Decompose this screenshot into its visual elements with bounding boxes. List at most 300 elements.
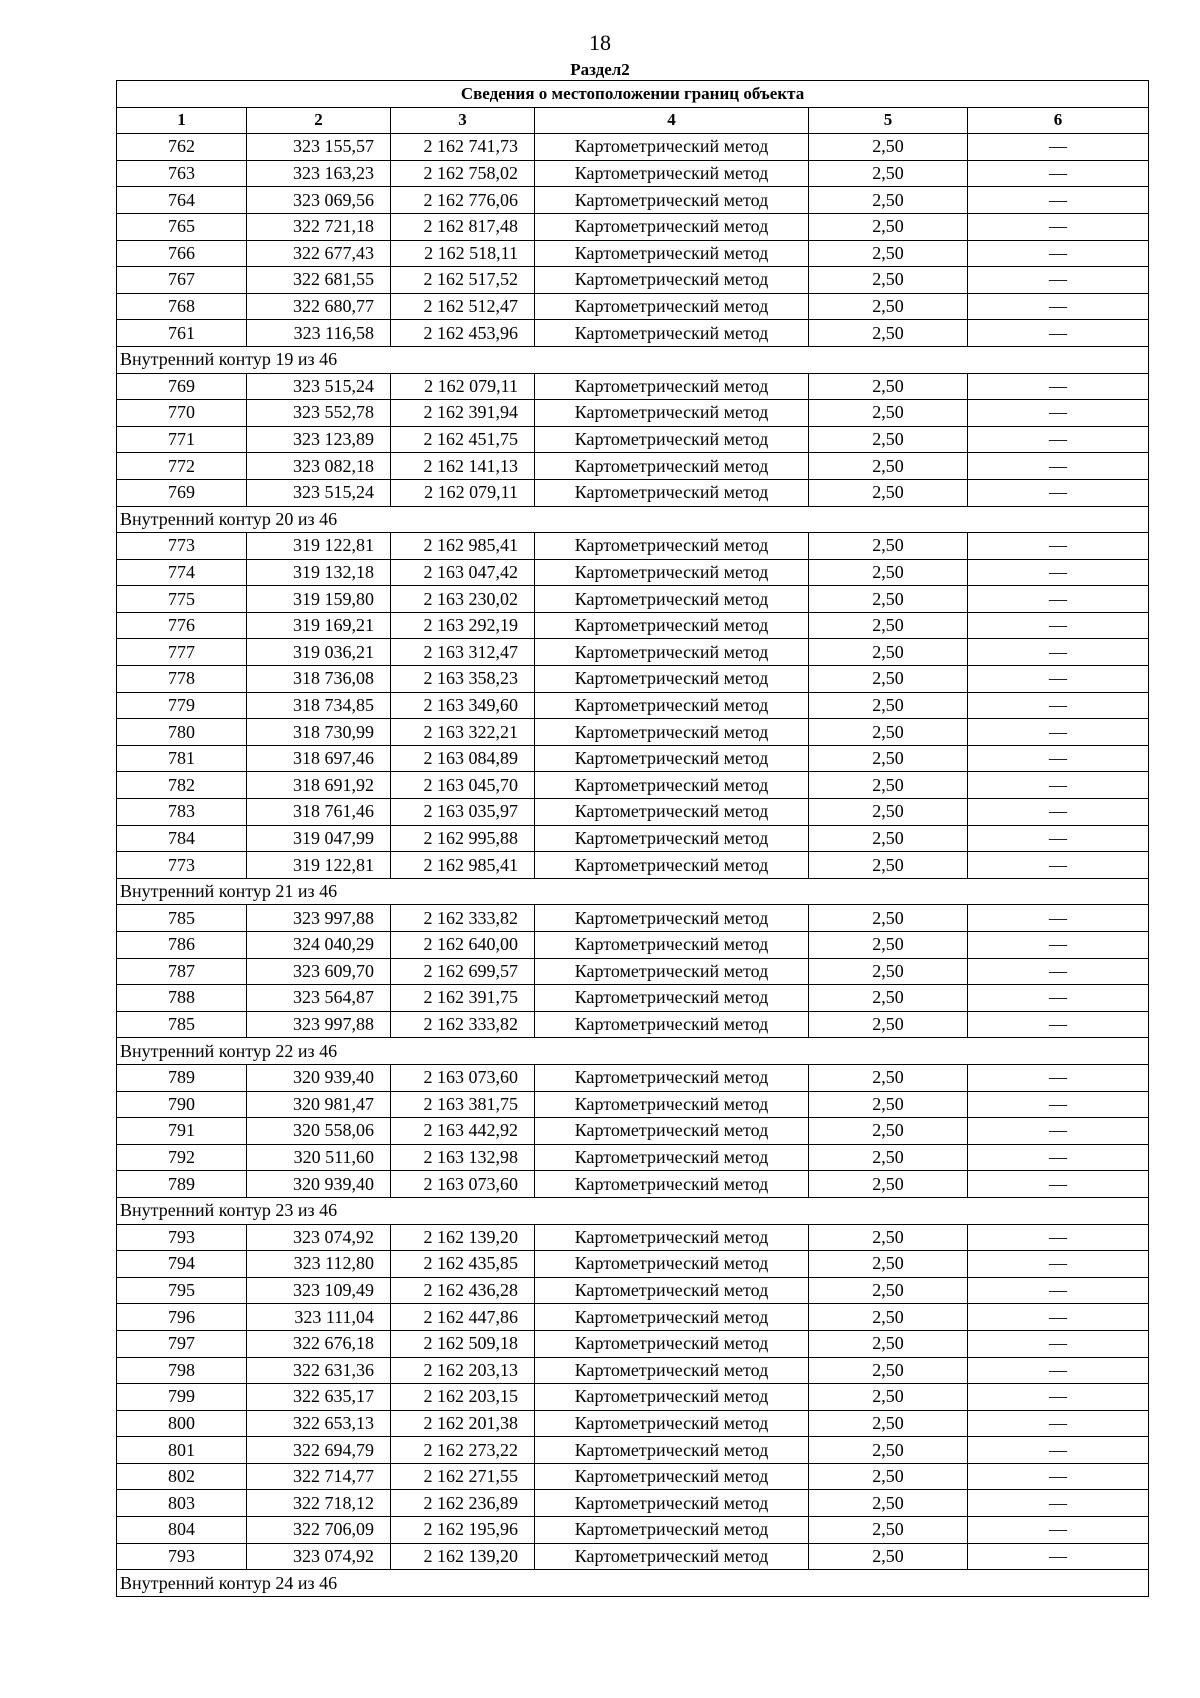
method-cell: Картометрический метод <box>535 293 809 320</box>
x-coordinate-cell: 320 939,40 <box>247 1171 391 1198</box>
accuracy-cell: 2,50 <box>809 1437 968 1464</box>
accuracy-cell: 2,50 <box>809 612 968 639</box>
point-number-cell: 762 <box>117 134 247 161</box>
method-cell: Картометрический метод <box>535 958 809 985</box>
y-coordinate-cell: 2 162 741,73 <box>391 134 535 161</box>
accuracy-cell: 2,50 <box>809 639 968 666</box>
point-number-cell: 785 <box>117 905 247 932</box>
method-cell: Картометрический метод <box>535 1543 809 1570</box>
accuracy-cell: 2,50 <box>809 293 968 320</box>
table-row <box>117 1437 1149 1464</box>
point-number-cell: 798 <box>117 1357 247 1384</box>
x-coordinate-cell: 323 111,04 <box>247 1304 391 1331</box>
table-row <box>117 1171 1149 1198</box>
method-cell: Картометрический метод <box>535 320 809 347</box>
table-row <box>117 1543 1149 1570</box>
x-coordinate-cell: 323 564,87 <box>247 985 391 1012</box>
y-coordinate-cell: 2 163 047,42 <box>391 559 535 586</box>
y-coordinate-cell: 2 162 985,41 <box>391 852 535 879</box>
x-coordinate-cell: 319 169,21 <box>247 612 391 639</box>
accuracy-cell: 2,50 <box>809 852 968 879</box>
y-coordinate-cell: 2 162 509,18 <box>391 1330 535 1357</box>
y-coordinate-cell: 2 163 358,23 <box>391 666 535 693</box>
description-cell: — <box>968 1410 1149 1437</box>
table-row <box>117 1144 1149 1171</box>
contour-label: Внутренний контур 20 из 46 <box>117 506 1149 533</box>
x-coordinate-cell: 322 635,17 <box>247 1384 391 1411</box>
method-cell: Картометрический метод <box>535 1330 809 1357</box>
accuracy-cell: 2,50 <box>809 426 968 453</box>
description-cell: — <box>968 213 1149 240</box>
method-cell: Картометрический метод <box>535 1463 809 1490</box>
point-number-cell: 779 <box>117 692 247 719</box>
method-cell: Картометрический метод <box>535 1277 809 1304</box>
method-cell: Картометрический метод <box>535 1437 809 1464</box>
point-number-cell: 768 <box>117 293 247 320</box>
description-cell: — <box>968 1517 1149 1544</box>
point-number-cell: 795 <box>117 1277 247 1304</box>
table-row <box>117 958 1149 985</box>
accuracy-cell: 2,50 <box>809 1543 968 1570</box>
x-coordinate-cell: 319 132,18 <box>247 559 391 586</box>
x-coordinate-cell: 323 515,24 <box>247 373 391 400</box>
point-number-cell: 761 <box>117 320 247 347</box>
description-cell: — <box>968 985 1149 1012</box>
accuracy-cell: 2,50 <box>809 799 968 826</box>
table-row <box>117 1118 1149 1145</box>
description-cell: — <box>968 1437 1149 1464</box>
table-title: Сведения о местоположении границ объекта <box>117 81 1149 108</box>
table-row <box>117 719 1149 746</box>
accuracy-cell: 2,50 <box>809 1463 968 1490</box>
y-coordinate-cell: 2 163 035,97 <box>391 799 535 826</box>
y-coordinate-cell: 2 163 349,60 <box>391 692 535 719</box>
table-row <box>117 1463 1149 1490</box>
table-row <box>117 1357 1149 1384</box>
x-coordinate-cell: 322 714,77 <box>247 1463 391 1490</box>
method-cell: Картометрический метод <box>535 1144 809 1171</box>
description-cell: — <box>968 719 1149 746</box>
accuracy-cell: 2,50 <box>809 1490 968 1517</box>
method-cell: Картометрический метод <box>535 1011 809 1038</box>
method-cell: Картометрический метод <box>535 1490 809 1517</box>
accuracy-cell: 2,50 <box>809 559 968 586</box>
description-cell: — <box>968 134 1149 161</box>
point-number-cell: 801 <box>117 1437 247 1464</box>
boundary-table <box>116 80 1149 1597</box>
accuracy-cell: 2,50 <box>809 1144 968 1171</box>
accuracy-cell: 2,50 <box>809 533 968 560</box>
table-row <box>117 692 1149 719</box>
x-coordinate-cell: 323 997,88 <box>247 1011 391 1038</box>
method-cell: Картометрический метод <box>535 1224 809 1251</box>
page-number: 18 <box>589 30 611 55</box>
y-coordinate-cell: 2 163 073,60 <box>391 1064 535 1091</box>
y-coordinate-cell: 2 162 141,13 <box>391 453 535 480</box>
y-coordinate-cell: 2 162 776,06 <box>391 187 535 214</box>
y-coordinate-cell: 2 162 518,11 <box>391 240 535 267</box>
description-cell: — <box>968 1330 1149 1357</box>
y-coordinate-cell: 2 162 203,13 <box>391 1357 535 1384</box>
y-coordinate-cell: 2 162 391,75 <box>391 985 535 1012</box>
description-cell: — <box>968 240 1149 267</box>
description-cell: — <box>968 293 1149 320</box>
accuracy-cell: 2,50 <box>809 400 968 427</box>
accuracy-cell: 2,50 <box>809 1011 968 1038</box>
y-coordinate-cell: 2 163 322,21 <box>391 719 535 746</box>
table-row <box>117 479 1149 506</box>
y-coordinate-cell: 2 162 758,02 <box>391 160 535 187</box>
description-cell: — <box>968 1144 1149 1171</box>
description-cell: — <box>968 1463 1149 1490</box>
table-row <box>117 1517 1149 1544</box>
y-coordinate-cell: 2 162 333,82 <box>391 1011 535 1038</box>
y-coordinate-cell: 2 162 236,89 <box>391 1490 535 1517</box>
table-row <box>117 1330 1149 1357</box>
x-coordinate-cell: 323 112,80 <box>247 1251 391 1278</box>
method-cell: Картометрический метод <box>535 426 809 453</box>
y-coordinate-cell: 2 162 195,96 <box>391 1517 535 1544</box>
y-coordinate-cell: 2 162 201,38 <box>391 1410 535 1437</box>
x-coordinate-cell: 322 706,09 <box>247 1517 391 1544</box>
description-cell: — <box>968 1357 1149 1384</box>
accuracy-cell: 2,50 <box>809 453 968 480</box>
table-row <box>117 213 1149 240</box>
table-row <box>117 187 1149 214</box>
x-coordinate-cell: 323 074,92 <box>247 1224 391 1251</box>
x-coordinate-cell: 323 155,57 <box>247 134 391 161</box>
accuracy-cell: 2,50 <box>809 825 968 852</box>
method-cell: Картометрический метод <box>535 639 809 666</box>
x-coordinate-cell: 323 552,78 <box>247 400 391 427</box>
description-cell: — <box>968 639 1149 666</box>
x-coordinate-cell: 319 036,21 <box>247 639 391 666</box>
table-row <box>117 1091 1149 1118</box>
description-cell: — <box>968 453 1149 480</box>
y-coordinate-cell: 2 162 139,20 <box>391 1543 535 1570</box>
x-coordinate-cell: 322 676,18 <box>247 1330 391 1357</box>
x-coordinate-cell: 323 163,23 <box>247 160 391 187</box>
accuracy-cell: 2,50 <box>809 1357 968 1384</box>
table-row <box>117 1251 1149 1278</box>
point-number-cell: 804 <box>117 1517 247 1544</box>
method-cell: Картометрический метод <box>535 799 809 826</box>
accuracy-cell: 2,50 <box>809 187 968 214</box>
point-number-cell: 790 <box>117 1091 247 1118</box>
point-number-cell: 782 <box>117 772 247 799</box>
table-row <box>117 160 1149 187</box>
x-coordinate-cell: 322 680,77 <box>247 293 391 320</box>
contour-row <box>117 346 1149 373</box>
description-cell: — <box>968 852 1149 879</box>
column-header-row <box>117 107 1149 134</box>
method-cell: Картометрический метод <box>535 932 809 959</box>
table-row <box>117 1384 1149 1411</box>
x-coordinate-cell: 322 718,12 <box>247 1490 391 1517</box>
y-coordinate-cell: 2 163 442,92 <box>391 1118 535 1145</box>
accuracy-cell: 2,50 <box>809 745 968 772</box>
x-coordinate-cell: 324 040,29 <box>247 932 391 959</box>
description-cell: — <box>968 1304 1149 1331</box>
y-coordinate-cell: 2 162 447,86 <box>391 1304 535 1331</box>
description-cell: — <box>968 1277 1149 1304</box>
point-number-cell: 784 <box>117 825 247 852</box>
point-number-cell: 774 <box>117 559 247 586</box>
point-number-cell: 772 <box>117 453 247 480</box>
x-coordinate-cell: 319 159,80 <box>247 586 391 613</box>
point-number-cell: 763 <box>117 160 247 187</box>
accuracy-cell: 2,50 <box>809 1064 968 1091</box>
table-row <box>117 1011 1149 1038</box>
x-coordinate-cell: 318 730,99 <box>247 719 391 746</box>
description-cell: — <box>968 1384 1149 1411</box>
method-cell: Картометрический метод <box>535 453 809 480</box>
method-cell: Картометрический метод <box>535 1304 809 1331</box>
description-cell: — <box>968 1011 1149 1038</box>
point-number-cell: 776 <box>117 612 247 639</box>
point-number-cell: 777 <box>117 639 247 666</box>
y-coordinate-cell: 2 162 995,88 <box>391 825 535 852</box>
method-cell: Картометрический метод <box>535 745 809 772</box>
contour-label: Внутренний контур 21 из 46 <box>117 878 1149 905</box>
x-coordinate-cell: 318 691,92 <box>247 772 391 799</box>
point-number-cell: 770 <box>117 400 247 427</box>
x-coordinate-cell: 320 981,47 <box>247 1091 391 1118</box>
method-cell: Картометрический метод <box>535 1118 809 1145</box>
description-cell: — <box>968 160 1149 187</box>
table-row <box>117 772 1149 799</box>
method-cell: Картометрический метод <box>535 1384 809 1411</box>
y-coordinate-cell: 2 163 132,98 <box>391 1144 535 1171</box>
description-cell: — <box>968 267 1149 294</box>
point-number-cell: 773 <box>117 533 247 560</box>
method-cell: Картометрический метод <box>535 612 809 639</box>
y-coordinate-cell: 2 162 435,85 <box>391 1251 535 1278</box>
point-number-cell: 802 <box>117 1463 247 1490</box>
method-cell: Картометрический метод <box>535 134 809 161</box>
contour-row <box>117 1038 1149 1065</box>
table-row <box>117 1224 1149 1251</box>
y-coordinate-cell: 2 163 230,02 <box>391 586 535 613</box>
accuracy-cell: 2,50 <box>809 932 968 959</box>
description-cell: — <box>968 373 1149 400</box>
x-coordinate-cell: 319 047,99 <box>247 825 391 852</box>
accuracy-cell: 2,50 <box>809 985 968 1012</box>
y-coordinate-cell: 2 162 985,41 <box>391 533 535 560</box>
x-coordinate-cell: 322 721,18 <box>247 213 391 240</box>
accuracy-cell: 2,50 <box>809 479 968 506</box>
y-coordinate-cell: 2 162 453,96 <box>391 320 535 347</box>
y-coordinate-cell: 2 162 817,48 <box>391 213 535 240</box>
accuracy-cell: 2,50 <box>809 134 968 161</box>
accuracy-cell: 2,50 <box>809 586 968 613</box>
method-cell: Картометрический метод <box>535 1410 809 1437</box>
point-number-cell: 796 <box>117 1304 247 1331</box>
x-coordinate-cell: 323 123,89 <box>247 426 391 453</box>
column-header: 1 <box>117 107 247 134</box>
contour-label: Внутренний контур 24 из 46 <box>117 1570 1149 1597</box>
method-cell: Картометрический метод <box>535 479 809 506</box>
y-coordinate-cell: 2 162 079,11 <box>391 479 535 506</box>
x-coordinate-cell: 319 122,81 <box>247 852 391 879</box>
x-coordinate-cell: 319 122,81 <box>247 533 391 560</box>
description-cell: — <box>968 1171 1149 1198</box>
accuracy-cell: 2,50 <box>809 213 968 240</box>
point-number-cell: 775 <box>117 586 247 613</box>
y-coordinate-cell: 2 162 139,20 <box>391 1224 535 1251</box>
x-coordinate-cell: 323 515,24 <box>247 479 391 506</box>
point-number-cell: 766 <box>117 240 247 267</box>
x-coordinate-cell: 318 761,46 <box>247 799 391 826</box>
table-row <box>117 293 1149 320</box>
table-row <box>117 852 1149 879</box>
point-number-cell: 780 <box>117 719 247 746</box>
method-cell: Картометрический метод <box>535 586 809 613</box>
y-coordinate-cell: 2 162 640,00 <box>391 932 535 959</box>
accuracy-cell: 2,50 <box>809 267 968 294</box>
y-coordinate-cell: 2 163 073,60 <box>391 1171 535 1198</box>
table-row <box>117 1064 1149 1091</box>
x-coordinate-cell: 323 082,18 <box>247 453 391 480</box>
x-coordinate-cell: 323 109,49 <box>247 1277 391 1304</box>
contour-label: Внутренний контур 22 из 46 <box>117 1038 1149 1065</box>
point-number-cell: 789 <box>117 1171 247 1198</box>
accuracy-cell: 2,50 <box>809 719 968 746</box>
table-row <box>117 320 1149 347</box>
section-title: Раздел2 <box>570 60 630 79</box>
method-cell: Картометрический метод <box>535 240 809 267</box>
accuracy-cell: 2,50 <box>809 1517 968 1544</box>
point-number-cell: 792 <box>117 1144 247 1171</box>
point-number-cell: 767 <box>117 267 247 294</box>
point-number-cell: 787 <box>117 958 247 985</box>
y-coordinate-cell: 2 163 084,89 <box>391 745 535 772</box>
description-cell: — <box>968 1543 1149 1570</box>
description-cell: — <box>968 905 1149 932</box>
x-coordinate-cell: 320 511,60 <box>247 1144 391 1171</box>
table-row <box>117 400 1149 427</box>
accuracy-cell: 2,50 <box>809 160 968 187</box>
table-row <box>117 666 1149 693</box>
description-cell: — <box>968 666 1149 693</box>
point-number-cell: 781 <box>117 745 247 772</box>
accuracy-cell: 2,50 <box>809 1330 968 1357</box>
table-row <box>117 745 1149 772</box>
description-cell: — <box>968 426 1149 453</box>
point-number-cell: 800 <box>117 1410 247 1437</box>
method-cell: Картометрический метод <box>535 533 809 560</box>
y-coordinate-cell: 2 163 381,75 <box>391 1091 535 1118</box>
table-row <box>117 639 1149 666</box>
description-cell: — <box>968 586 1149 613</box>
x-coordinate-cell: 323 609,70 <box>247 958 391 985</box>
accuracy-cell: 2,50 <box>809 1277 968 1304</box>
y-coordinate-cell: 2 162 079,11 <box>391 373 535 400</box>
y-coordinate-cell: 2 162 273,22 <box>391 1437 535 1464</box>
accuracy-cell: 2,50 <box>809 905 968 932</box>
description-cell: — <box>968 1490 1149 1517</box>
contour-row <box>117 878 1149 905</box>
accuracy-cell: 2,50 <box>809 1118 968 1145</box>
description-cell: — <box>968 1251 1149 1278</box>
table-row <box>117 985 1149 1012</box>
method-cell: Картометрический метод <box>535 213 809 240</box>
accuracy-cell: 2,50 <box>809 1224 968 1251</box>
point-number-cell: 783 <box>117 799 247 826</box>
description-cell: — <box>968 612 1149 639</box>
y-coordinate-cell: 2 163 045,70 <box>391 772 535 799</box>
point-number-cell: 793 <box>117 1224 247 1251</box>
description-cell: — <box>968 1064 1149 1091</box>
table-row <box>117 373 1149 400</box>
point-number-cell: 769 <box>117 373 247 400</box>
method-cell: Картометрический метод <box>535 373 809 400</box>
column-header: 6 <box>968 107 1149 134</box>
point-number-cell: 793 <box>117 1543 247 1570</box>
y-coordinate-cell: 2 162 203,15 <box>391 1384 535 1411</box>
x-coordinate-cell: 323 074,92 <box>247 1543 391 1570</box>
method-cell: Картометрический метод <box>535 772 809 799</box>
x-coordinate-cell: 318 734,85 <box>247 692 391 719</box>
method-cell: Картометрический метод <box>535 400 809 427</box>
table-row <box>117 426 1149 453</box>
table-body <box>117 134 1149 1597</box>
method-cell: Картометрический метод <box>535 187 809 214</box>
table-row <box>117 453 1149 480</box>
table-row <box>117 559 1149 586</box>
accuracy-cell: 2,50 <box>809 772 968 799</box>
method-cell: Картометрический метод <box>535 905 809 932</box>
y-coordinate-cell: 2 162 333,82 <box>391 905 535 932</box>
column-header: 5 <box>809 107 968 134</box>
table-row <box>117 1277 1149 1304</box>
method-cell: Картометрический метод <box>535 1517 809 1544</box>
method-cell: Картометрический метод <box>535 1064 809 1091</box>
description-cell: — <box>968 825 1149 852</box>
accuracy-cell: 2,50 <box>809 373 968 400</box>
description-cell: — <box>968 559 1149 586</box>
y-coordinate-cell: 2 162 517,52 <box>391 267 535 294</box>
description-cell: — <box>968 958 1149 985</box>
description-cell: — <box>968 1118 1149 1145</box>
point-number-cell: 785 <box>117 1011 247 1038</box>
y-coordinate-cell: 2 162 451,75 <box>391 426 535 453</box>
x-coordinate-cell: 322 681,55 <box>247 267 391 294</box>
method-cell: Картометрический метод <box>535 1357 809 1384</box>
description-cell: — <box>968 772 1149 799</box>
point-number-cell: 788 <box>117 985 247 1012</box>
y-coordinate-cell: 2 162 512,47 <box>391 293 535 320</box>
contour-row <box>117 1197 1149 1224</box>
point-number-cell: 797 <box>117 1330 247 1357</box>
table-row <box>117 533 1149 560</box>
x-coordinate-cell: 323 116,58 <box>247 320 391 347</box>
method-cell: Картометрический метод <box>535 852 809 879</box>
table-row <box>117 267 1149 294</box>
table-row <box>117 134 1149 161</box>
accuracy-cell: 2,50 <box>809 320 968 347</box>
table-row <box>117 240 1149 267</box>
method-cell: Картометрический метод <box>535 666 809 693</box>
point-number-cell: 765 <box>117 213 247 240</box>
description-cell: — <box>968 932 1149 959</box>
description-cell: — <box>968 799 1149 826</box>
table-row <box>117 825 1149 852</box>
point-number-cell: 771 <box>117 426 247 453</box>
point-number-cell: 799 <box>117 1384 247 1411</box>
table-title-row <box>117 81 1149 108</box>
x-coordinate-cell: 322 677,43 <box>247 240 391 267</box>
